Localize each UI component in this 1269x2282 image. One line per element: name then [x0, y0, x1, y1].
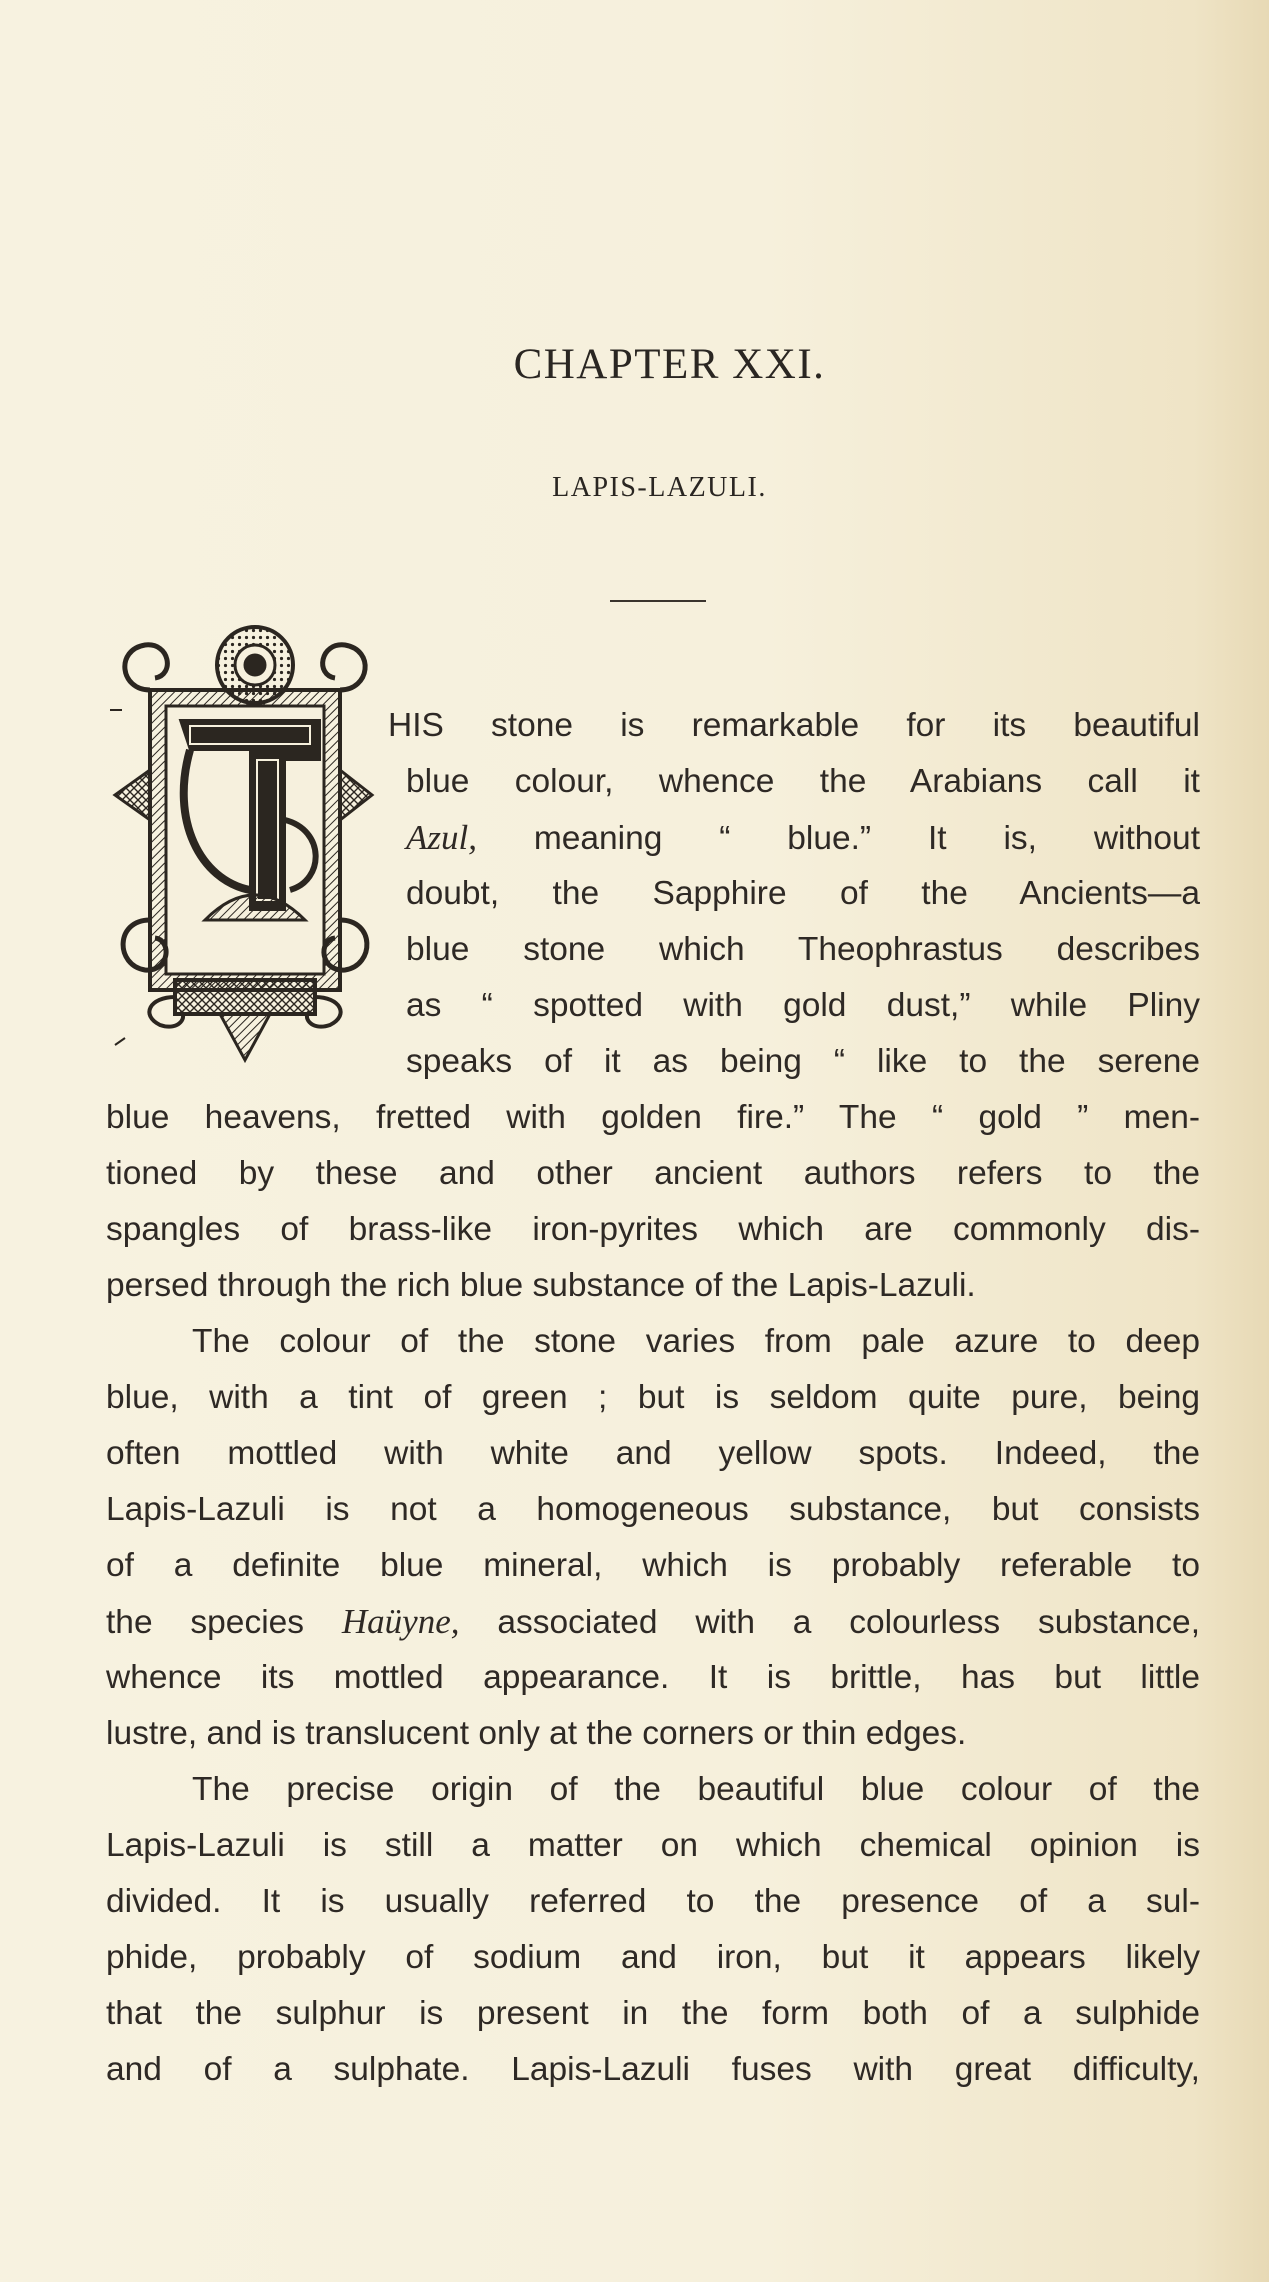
text-line: that the sulphur is present in the form both of a sulphide — [106, 1995, 1200, 2032]
text-line: of a definite blue mineral, which is probably referable to — [106, 1547, 1200, 1584]
text-line: phide, probably of sodium and iron, but it appears likely — [106, 1939, 1200, 1976]
text-line: divided. It is usually referred to the presence of a sul- — [106, 1883, 1200, 1920]
chapter-subtitle: LAPIS-LAZULI. — [552, 472, 767, 503]
text-line — [106, 1594, 1200, 1650]
italic-term: Azul, — [406, 818, 477, 857]
text-line: persed through the rich blue substance of the Lapis-Lazuli. — [106, 1267, 976, 1304]
body-text — [106, 698, 1200, 2098]
text-line-content: HIS stone is remarkable for its beautiful — [388, 707, 1200, 744]
text-line: whence its mottled appearance. It is brittle, has but little — [106, 1659, 1200, 1696]
text-line: doubt, the Sapphire of the Ancients—a — [406, 875, 1200, 912]
text-line: speaks of it as being “ like to the serene — [406, 1043, 1200, 1080]
text-line: as “ spotted with gold dust,” while Pliny — [406, 987, 1200, 1024]
text-line: The colour of the stone varies from pale azure to deep — [192, 1323, 1200, 1360]
text-line-content: meaning “ blue.” It is, without — [476, 820, 1200, 857]
italic-term: Haüyne, — [341, 1602, 460, 1641]
text-line-content: the species — [106, 1604, 342, 1641]
text-line — [106, 810, 1200, 866]
text-line: often mottled with white and yellow spots. Indeed, the — [106, 1435, 1200, 1472]
text-line: blue, with a tint of green ; but is seldom quite pure, being — [106, 1379, 1200, 1416]
text-line: Lapis-Lazuli is still a matter on which chemical opinion is — [106, 1827, 1200, 1864]
text-line: Lapis-Lazuli is not a homogeneous substance, but consists — [106, 1491, 1200, 1528]
title-rule — [610, 600, 706, 602]
text-line: lustre, and is translucent only at the corners or thin edges. — [106, 1715, 967, 1752]
text-line: blue stone which Theophrastus describes — [406, 931, 1200, 968]
text-line: blue colour, whence the Arabians call it — [406, 763, 1200, 800]
text-line: blue heavens, fretted with golden fire.” The “ gold ” men- — [106, 1099, 1200, 1136]
text-line: spangles of brass-like iron-pyrites which are commonly dis- — [106, 1211, 1200, 1248]
text-line-content: associated with a colourless substance, — [459, 1604, 1201, 1641]
text-line — [106, 698, 1200, 754]
text-line: The precise origin of the beautiful blue colour of the — [192, 1771, 1200, 1808]
text-line: and of a sulphate. Lapis-Lazuli fuses with great difficulty, — [106, 2051, 1200, 2088]
chapter-title: CHAPTER XXI. — [513, 341, 826, 388]
text-line: tioned by these and other ancient authors refers to the — [106, 1155, 1200, 1192]
